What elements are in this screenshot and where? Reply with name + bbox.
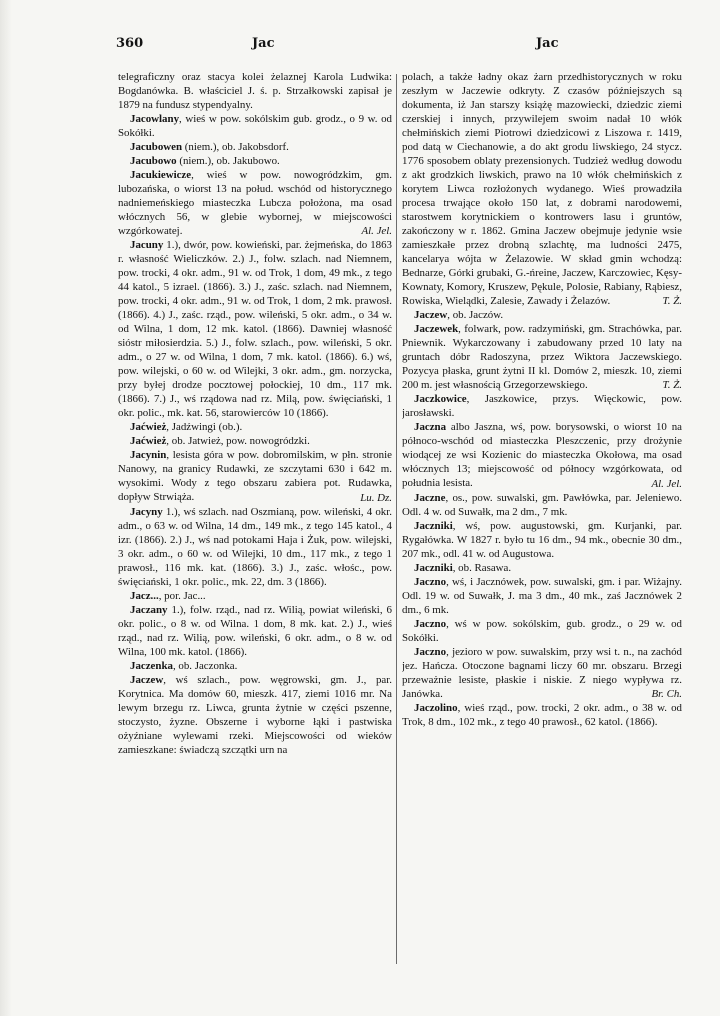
entry-text: , wś, pow. augustowski, gm. Kurjanki, par. Rygałówka. W 1827 r. było tu 16 dm., 94 mk., obecnie 30 dm., 207 mk., odl. 41 w. od Augustowa. [402, 519, 682, 560]
dictionary-entry [118, 659, 392, 673]
entry-text: , ob. Jatwież, pow. nowogródzki. [166, 435, 310, 448]
entry-text: (niem.), ob. Jakobsdorf. [182, 141, 289, 154]
continued-text [402, 70, 682, 308]
entry-headword: Jacubowen [130, 141, 183, 154]
author-signature: Al. Jel. [361, 225, 392, 238]
entry-headword: Jaczkowice [414, 393, 467, 406]
entry-headword: Jaczno [414, 645, 447, 658]
entry-headword: Jacubowo [130, 155, 177, 168]
entry-headword: Jacynin [130, 449, 167, 462]
author-signature: Al. Jel. [651, 477, 682, 490]
entry-text: (niem.), ob. Jakubowo. [176, 155, 280, 168]
entry-headword: Jaczniki [414, 519, 453, 532]
entry-text: 1.), folw. rząd., nad rz. Wilią, powiat wileński, 6 okr. polic., o 8 w. od Wilna. 1 dom, 8 mk. kat. 2.) J., wieś rząd., nad rz. Wilią, pow. wileński, 6 okr. adm., o 8 w. od Wilna, 100 mk. katol. (1866). [118, 603, 392, 658]
continued-text [118, 70, 392, 112]
entry-headword: Jaczewek [414, 323, 459, 336]
author-signature: Br. Ch. [651, 687, 682, 700]
dictionary-entry [402, 392, 682, 420]
entry-text: albo Jaszna, wś, pow. borysowski, o wiorst 10 na północo-wschód od miasteczka Pleszczenic, przy drożynie wiodącej ze wsi Kozienic do miasteczka Okołowa, ma osad włócznych 13; miejscowość od północy wzgórkowata, od południa lesista. [402, 421, 682, 490]
dictionary-entry [118, 505, 392, 589]
entry-headword: Jaćwież [130, 435, 167, 448]
page-number: 360 [116, 36, 144, 51]
entry-text: , wś szlach., pow. węgrowski, gm. J., par. Korytnica. Ma domów 60, mieszk. 417, ziemi 1016 mr. Na lewym brzegu rz. Liwca, grunta żytnie w części pszenne, stoczysto, żyzne. Obszerne i wyborne łąki i pastwiska ożyźniane wylewami rzeki. Miejscowości od wieków zamieszkane: świadczą szczątki urn na [118, 673, 392, 756]
dictionary-entry [402, 617, 682, 645]
entry-headword: Jaczany [130, 603, 168, 616]
entry-text: , wś, i Jacznówek, pow. suwalski, gm. i par. Wiżajny. Odl. 19 w. od Suwałk, J. ma 3 dm., 40 mk., zaś Jacznówek 2 dm., 6 mk. [402, 575, 682, 616]
dictionary-entry [118, 112, 392, 140]
author-signature: T. Ż. [662, 295, 682, 308]
entry-text: , lesista góra w pow. dobromilskim, w płn. stronie Nanowy, na granicy Rudawki, ze szczytami 630 i 642 m. wysokimi. Wody z tego obszaru zabiera pot. Rudawka, dopływ Strwiąża. [118, 449, 392, 504]
dictionary-entry [118, 589, 392, 603]
entry-headword: Jacyny [130, 505, 163, 518]
column-divider [396, 74, 397, 964]
dictionary-entry [118, 434, 392, 448]
entry-text: , Jaszkowice, przys. Więckowic, pow. jarosławski. [402, 393, 682, 420]
entry-text: telegraficzny oraz stacya kolei żelaznej Karola Ludwika: Bogdanówka. B. właściciel J. ś. p. Strzałkowski zapisał je 1879 na fundusz stypendyalny. [118, 71, 392, 112]
entry-headword: Jacz... [130, 589, 159, 602]
entry-text: , folwark, pow. radzymiński, gm. Strachówka, par. Pniewnik. Wykarczowany i zabudowany przed 10 laty na gruntach dóbr Radoszyna, przez Wiktora Jaczewskiego. Pozycya płaska, grunt żytni II kl. Domów 2, mieszk. 10, ziemi 200 m. jest własnością Grzegorzewskiego. [402, 323, 682, 392]
author-signature: Lu. Dz. [360, 491, 392, 504]
entry-text: 1.), wś szlach. nad Oszmianą, pow. wileński, 4 okr. adm., o 63 w. od Wilna, 14 dm., 149 mk., z tego 145 katol., 4 izr. (1866). 2.) J., wś nad potokami Haja i Żuk, pow. wilejski, 3 okr. adm., o 60 w. od Wilejki, 10 dm., 117 mk., z tego 1 prawosł., 116 mk. kat. (1866). 3.) J., zaśc. włośc., pow. święciański, 1 okr. polic., mk. 22, dm. 3 (1866). [118, 505, 392, 588]
entry-headword: Jaczno [414, 575, 447, 588]
entry-headword: Jaczno [414, 617, 447, 630]
entry-text: , por. Jac... [158, 589, 206, 602]
entry-headword: Jaczolino [414, 701, 458, 714]
dictionary-entry [118, 154, 392, 168]
entry-text: , jezioro w pow. suwalskim, przy wsi t. n., na zachód jez. Hańcza. Otoczone bagnami liczy 60 mr. obszaru. Brzegi przeważnie lesiste, płaskie i niskie. Z niego wypływa rz. Janówka. [402, 645, 682, 700]
entry-headword: Jaczew [130, 673, 164, 686]
entry-text: polach, a także ładny okaz żarn przedhistorycznych w roku zeszłym w Jaczewie odkryty. Z czasów późniejszych są dokumenta, iż Jan starszy książę mazowiecki, dziedzic ziemi czerskiej i innych, przywilejem swoim nadał 10 włók chełmińskich ziemi Piotrowi dziedzicowi z Liszowa r. 1419, pod datą w Ciechanowie, a do akt grodu liwskiego, 24 stycz. 1776 sposobem oblaty prezensionych. Tudzież według dowodu z akt grodzkich liwskich, prawo na 10 włók chełmińskich z korytem Liwca rozłożonych wydanego. Wieś prowadziła procesa trwające około 150 lat, z dobrami narodowemi, starostwem korytnickiem o kontrowers lasu i gruntów, zakończony w r. 1862. Gmina Jaczew obejmuje jedynie wsie zamieszkałe przez drobną szlachtę, ma ludności 2475, kancelarya wójta w Żelazowie. W skład gmin wchodzą: Bednarze, Górki grubaki, G.-ńreine, Jaczew, Karczowiec, Kęsy-Kownaty, Komory, Kruszew, Pękule, Polosie, Rabiany, Rąbiesz, Rowiska, Wielądki, Zalesie, Zawady i Żelazów. [402, 71, 682, 308]
right-running-title: Jac [536, 36, 559, 51]
dictionary-entry [402, 561, 682, 575]
entry-headword: Jaczew [414, 309, 448, 322]
author-signature: T. Ż. [662, 379, 682, 392]
right-column [402, 70, 682, 1000]
entry-headword: Jaćwież [130, 421, 167, 434]
dictionary-entry [402, 701, 682, 729]
scan-edge-shadow [0, 0, 12, 1016]
entry-headword: Jacowlany [130, 113, 180, 126]
entry-text: , os., pow. suwalski, gm. Pawłówka, par. Jeleniewo. Odl. 4 w. od Suwałk, ma 2 dm., 7 mk. [402, 491, 682, 518]
dictionary-entry [118, 238, 392, 420]
entry-headword: Jaczniki [414, 561, 453, 574]
dictionary-entry [118, 140, 392, 154]
entry-text: , Jadźwingi (ob.). [166, 421, 243, 434]
dictionary-entry [402, 491, 682, 519]
dictionary-entry [402, 308, 682, 322]
dictionary-entry [118, 673, 392, 757]
entry-text: , wieś w pow. sokólskim gub. grodz., o 9 w. od Sokółki. [118, 113, 392, 140]
entry-headword: Jacuny [130, 239, 164, 252]
entry-text: , wś w pow. sokólskim, gub. grodz., o 29 w. od Sokółki. [402, 617, 682, 644]
dictionary-entry [402, 575, 682, 617]
dictionary-entry [118, 603, 392, 659]
entry-headword: Jaczenka [130, 659, 173, 672]
entry-text: , wieś w pow. nowogródzkim, gm. lubozańska, o wiorst 13 na połud. wschód od historycznego nadniemeńskiego miasteczka Lubcza położona, ma osad włócznych 56, w glebie wybornej, w miejscowości wzgórkowatej. [118, 169, 392, 238]
running-header [116, 36, 682, 54]
entry-text: , ob. Jaczonka. [172, 659, 238, 672]
entry-text: , ob. Jaczów. [447, 309, 504, 322]
entry-headword: Jaczna [414, 421, 447, 434]
entry-headword: Jacukiewicze [130, 169, 192, 182]
entry-text: , ob. Rasawa. [452, 561, 512, 574]
entry-headword: Jaczne [414, 491, 446, 504]
dictionary-entry [118, 420, 392, 434]
dictionary-entry [402, 519, 682, 561]
entry-text: 1.), dwór, pow. kowieński, par. żejmeńska, do 1863 r. własność Wieliczków. 2.) J., folw. szlach. nad Niemnem, pow. trocki, 4 okr. adm., 91 w. od Trok, 1 dom, 49 mk., z tego 44 katol., 5 izrael. (1866). 3.) J., zaśc. szlach. nad Niemnem, pow. trocki, 4 okr. adm., 91 w. od Trok, 1 dom, 2 mk. prawosł. (1866). 4.) J., zaśc. rząd., pow. wileński, 5 okr. adm., o 34 w. od Wilna, 1 dom, 12 mk. katol. (1866). Dawniej własność sióstr miłosierdzia. 5.) J., folw. szlach., pow. wileński, 5 okr. adm., o 27 w. od Wilna, 1 dom, 7 mk. katol. (1866). 6.) wś, pow. wilejski, o 60 w. od Wilejki, 3 okr. adm., gm. norzycka, przy byłej drodze pocztowej połockiej, 10 dm., 117 mk. (1866). 7.) J., wś rządowa nad rz. Milą, pow. święciański, 1 okr. polic., mk. kat. 56, starowierców 10 (1866). [118, 239, 392, 420]
left-running-title: Jac [252, 36, 275, 51]
entry-text: , wieś rząd., pow. trocki, 2 okr. adm., o 38 w. od Trok, 8 dm., 102 mk., z tego 40 prawosł., 62 katol. (1866). [402, 701, 682, 728]
left-column [118, 70, 392, 1000]
